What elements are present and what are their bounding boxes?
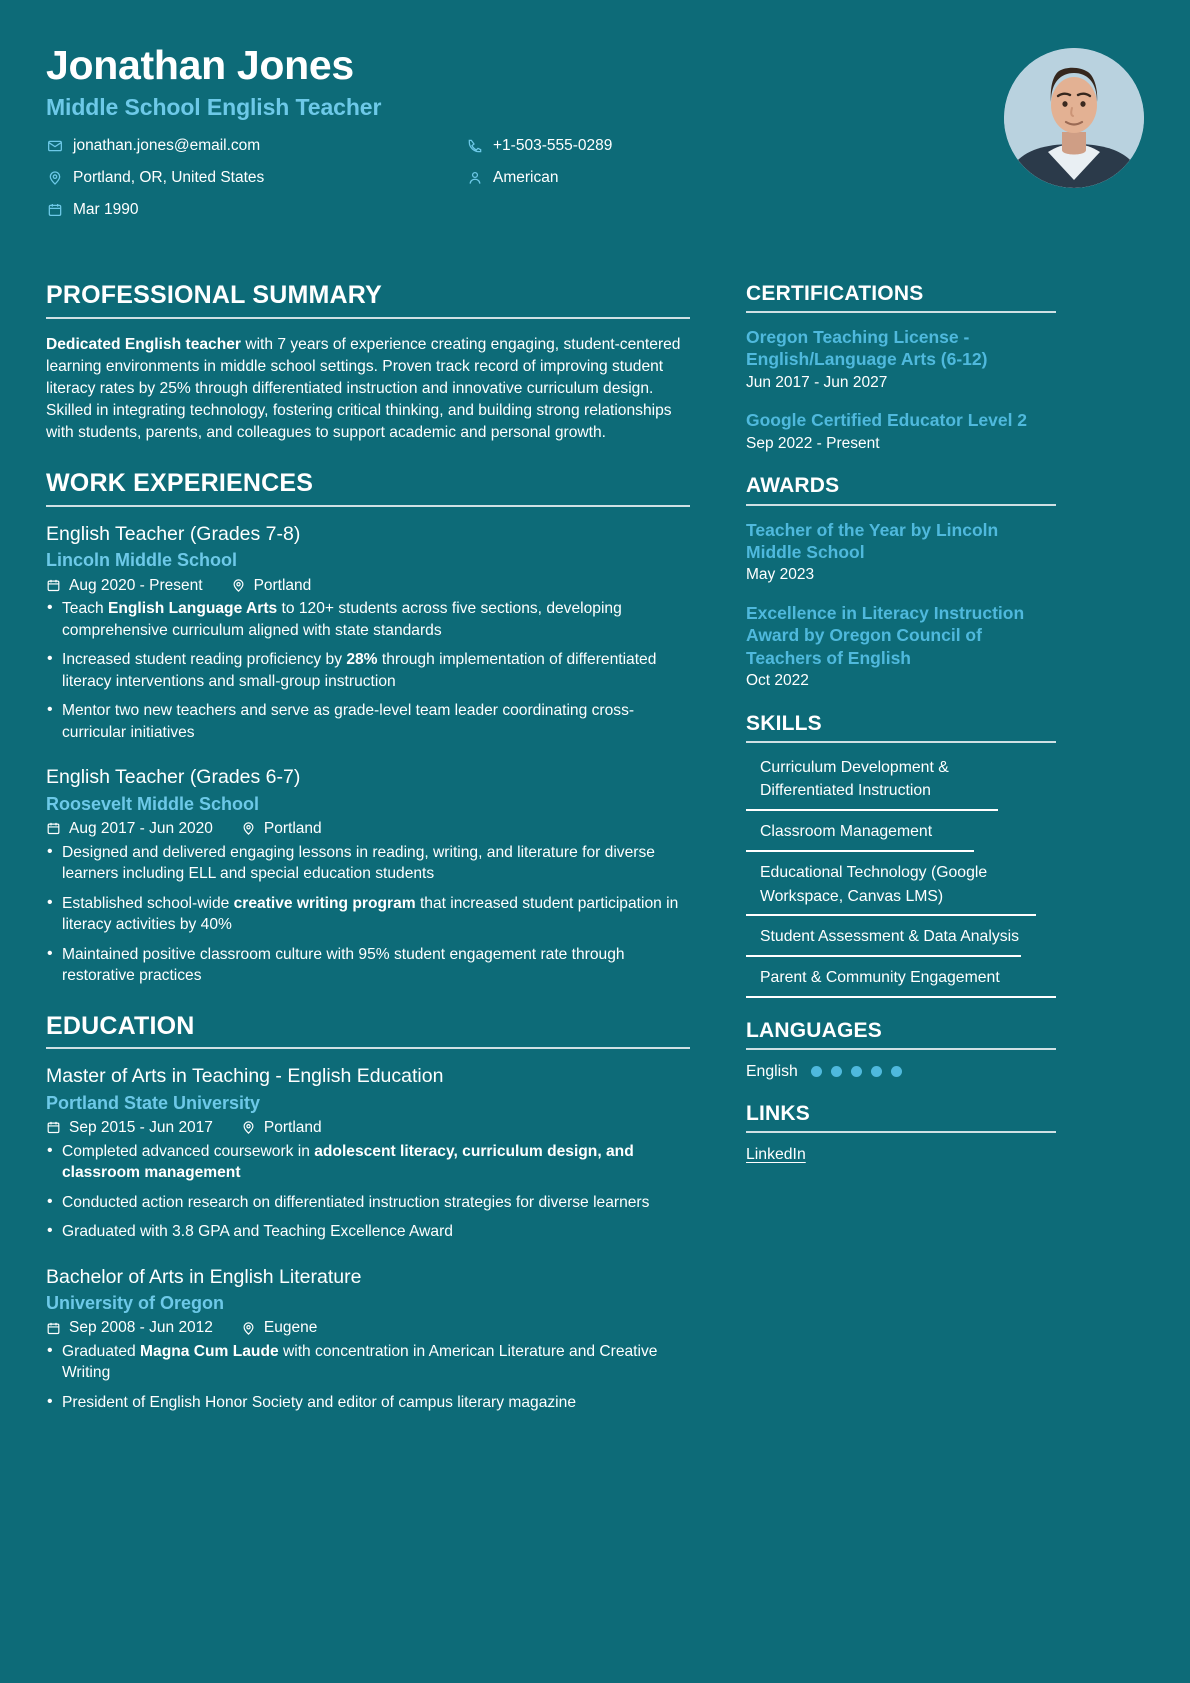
main-column xyxy=(46,282,690,1440)
email-icon xyxy=(46,137,63,154)
person-icon xyxy=(466,169,483,186)
entry-location xyxy=(241,821,322,837)
contact-info xyxy=(46,137,1144,218)
avatar xyxy=(1004,48,1144,188)
sidebar-entry-title: Excellence in Literacy Instruction Award by Oregon Council of Teachers of English xyxy=(746,602,1025,668)
sidebar-entry xyxy=(746,602,1056,691)
language-level-dot xyxy=(851,1066,862,1077)
calendar-icon xyxy=(46,1321,61,1336)
contact-location-value: Portland, OR, United States xyxy=(73,168,265,186)
location-icon xyxy=(241,821,256,836)
entry-organization: University of Oregon xyxy=(46,1292,225,1313)
calendar-icon xyxy=(46,1120,61,1135)
summary-text xyxy=(46,334,690,445)
location-icon xyxy=(231,578,246,593)
section-heading: EDUCATION xyxy=(46,1011,195,1040)
section-awards xyxy=(746,474,1056,690)
page-title: Jonathan Jones xyxy=(46,42,354,88)
experience-entry xyxy=(46,522,690,743)
phone-icon xyxy=(466,137,483,154)
entry-date xyxy=(46,1120,213,1136)
section-languages xyxy=(746,1019,1056,1081)
entry-location-value: Portland xyxy=(253,576,312,594)
section-divider xyxy=(746,1131,1056,1133)
section-professional-summary xyxy=(46,282,690,444)
entry-organization: Roosevelt Middle School xyxy=(46,793,260,814)
section-heading: LINKS xyxy=(746,1101,810,1125)
entry-bullet: • Maintained positive classroom culture with 95% student engagement rate through restorative practices xyxy=(46,944,690,987)
entry-bullet: • Increased student reading proficiency by 28% through implementation of differentiated literacy interventions and small-group instruction xyxy=(46,649,690,692)
entry-title: Master of Arts in Teaching - English Education xyxy=(46,1065,444,1088)
entry-location-value: Portland xyxy=(263,1119,322,1137)
sidebar-entry-title: Google Certified Educator Level 2 xyxy=(746,410,1028,431)
entry-bullet: • Conducted action research on differentiated instruction strategies for diverse learners xyxy=(46,1192,690,1214)
entry-bullet: • President of English Honor Society and editor of campus literary magazine xyxy=(46,1392,690,1414)
section-divider xyxy=(46,505,690,507)
skill-item: Student Assessment & Data Analysis xyxy=(746,925,1021,957)
contact-email-value: jonathan.jones@email.com xyxy=(73,136,261,154)
experience-entry xyxy=(46,765,690,986)
entry-title: English Teacher (Grades 7-8) xyxy=(46,522,301,545)
section-heading: AWARDS xyxy=(746,474,840,498)
contact-birthdate xyxy=(46,201,466,218)
section-divider xyxy=(746,1048,1056,1050)
link-items xyxy=(746,1146,1056,1164)
entry-meta xyxy=(46,821,690,837)
entry-date-value: Sep 2015 - Jun 2017 xyxy=(69,1119,213,1137)
entry-bullets xyxy=(46,598,690,743)
education-entries xyxy=(46,1064,690,1413)
section-heading: PROFESSIONAL SUMMARY xyxy=(46,281,382,309)
section-heading: LANGUAGES xyxy=(746,1018,882,1042)
language-items xyxy=(746,1063,1056,1081)
entry-bullet: • Established school-wide creative writing program that increased student participation in literacy activities by 40% xyxy=(46,893,690,936)
job-title: Middle School English Teacher xyxy=(46,94,382,121)
contact-location xyxy=(46,169,466,186)
avatar-illustration xyxy=(1004,48,1144,188)
sidebar-entry-date: Oct 2022 xyxy=(746,672,809,690)
calendar-icon xyxy=(46,821,61,836)
section-links xyxy=(746,1102,1056,1164)
entry-organization: Portland State University xyxy=(46,1092,261,1113)
sidebar-entry xyxy=(746,519,1056,585)
skill-item: Curriculum Development & Differentiated Instruction xyxy=(746,756,998,811)
section-education xyxy=(46,1013,690,1414)
certification-items xyxy=(746,326,1056,453)
entry-location xyxy=(241,1320,317,1336)
work-entries xyxy=(46,522,690,987)
entry-date-value: Aug 2017 - Jun 2020 xyxy=(69,820,213,838)
experience-entry xyxy=(46,1064,690,1242)
entry-location-value: Portland xyxy=(263,820,322,838)
summary-body: with 7 years of experience creating engaging, student-centered learning environments in middle school settings. Proven track record of improving student literacy rates by 25% through differentiated instruction and innovative curriculum design. Skilled in integrating technology, fostering critical thinking, and building strong relationships with students, parents, and colleagues to support academic and personal growth. xyxy=(46,335,681,442)
sidebar-entry xyxy=(746,409,1056,453)
entry-title: English Teacher (Grades 6-7) xyxy=(46,766,301,789)
entry-bullet: • Graduated with 3.8 GPA and Teaching Excellence Award xyxy=(46,1221,690,1243)
resume-body xyxy=(46,282,1144,1440)
link-item[interactable]: LinkedIn xyxy=(746,1145,806,1163)
entry-date-value: Aug 2020 - Present xyxy=(69,576,203,594)
entry-organization: Lincoln Middle School xyxy=(46,550,237,571)
entry-bullets xyxy=(46,842,690,987)
sidebar-entry-title: Teacher of the Year by Lincoln Middle School xyxy=(746,519,999,562)
sidebar-entry-title: Oregon Teaching License - English/Language Arts (6-12) xyxy=(746,327,988,370)
entry-bullets xyxy=(46,1141,690,1243)
skill-item: Parent & Community Engagement xyxy=(746,966,1056,998)
contact-nationality-value: American xyxy=(493,168,559,186)
entry-meta xyxy=(46,578,690,594)
entry-bullet: • Graduated Magna Cum Laude with concentration in American Literature and Creative Writing xyxy=(46,1341,690,1384)
skill-item: Educational Technology (Google Workspace, Canvas LMS) xyxy=(746,861,1036,916)
section-certifications xyxy=(746,282,1056,453)
location-icon xyxy=(241,1321,256,1336)
section-skills xyxy=(746,712,1056,998)
entry-date xyxy=(46,821,213,837)
sidebar-entry-date: Sep 2022 - Present xyxy=(746,434,880,452)
language-level xyxy=(811,1066,902,1077)
entry-location xyxy=(231,578,312,594)
contact-email[interactable] xyxy=(46,137,466,154)
language-level-dot xyxy=(891,1066,902,1077)
entry-bullet: • Completed advanced coursework in adolescent literacy, curriculum design, and classroom management xyxy=(46,1141,690,1184)
summary-lead: Dedicated English teacher xyxy=(46,335,241,353)
section-divider xyxy=(746,311,1056,313)
entry-date-value: Sep 2008 - Jun 2012 xyxy=(69,1319,213,1337)
location-icon xyxy=(241,1120,256,1135)
entry-location xyxy=(241,1120,322,1136)
section-heading: WORK EXPERIENCES xyxy=(46,469,314,498)
skill-items xyxy=(746,756,1056,998)
section-divider xyxy=(746,504,1056,506)
experience-entry xyxy=(46,1265,690,1414)
section-work-experiences xyxy=(46,470,690,986)
entry-date xyxy=(46,1320,213,1336)
sidebar-column xyxy=(746,282,1056,1440)
language-level-dot xyxy=(811,1066,822,1077)
language-item xyxy=(746,1063,1056,1081)
language-level-dot xyxy=(831,1066,842,1077)
entry-bullet: • Teach English Language Arts to 120+ students across five sections, developing comprehensive curriculum aligned with state standards xyxy=(46,598,690,641)
entry-meta xyxy=(46,1120,690,1136)
contact-phone-value: +1-503-555-0289 xyxy=(493,136,613,154)
sidebar-entry-date: Jun 2017 - Jun 2027 xyxy=(746,373,888,391)
language-level-dot xyxy=(871,1066,882,1077)
entry-meta xyxy=(46,1320,690,1336)
language-name: English xyxy=(746,1062,798,1080)
sidebar-entry xyxy=(746,326,1056,392)
award-items xyxy=(746,519,1056,691)
entry-bullet: • Mentor two new teachers and serve as grade-level team leader coordinating cross-curricular initiatives xyxy=(46,700,690,743)
section-heading: SKILLS xyxy=(746,711,822,735)
skill-item: Classroom Management xyxy=(746,820,974,852)
entry-location-value: Eugene xyxy=(263,1319,318,1337)
section-divider xyxy=(46,1047,690,1049)
calendar-icon xyxy=(46,578,61,593)
contact-birthdate-value: Mar 1990 xyxy=(73,200,139,218)
entry-date xyxy=(46,578,203,594)
calendar-icon xyxy=(46,201,63,218)
entry-bullets xyxy=(46,1341,690,1414)
resume-header xyxy=(46,44,1144,256)
section-heading: CERTIFICATIONS xyxy=(746,282,924,305)
entry-bullet: • Designed and delivered engaging lessons in reading, writing, and literature for diverse learners including ELL and special education students xyxy=(46,842,690,885)
entry-title: Bachelor of Arts in English Literature xyxy=(46,1265,362,1288)
sidebar-entry-date: May 2023 xyxy=(746,566,815,584)
section-divider xyxy=(46,317,690,319)
location-icon xyxy=(46,169,63,186)
section-divider xyxy=(746,741,1056,743)
